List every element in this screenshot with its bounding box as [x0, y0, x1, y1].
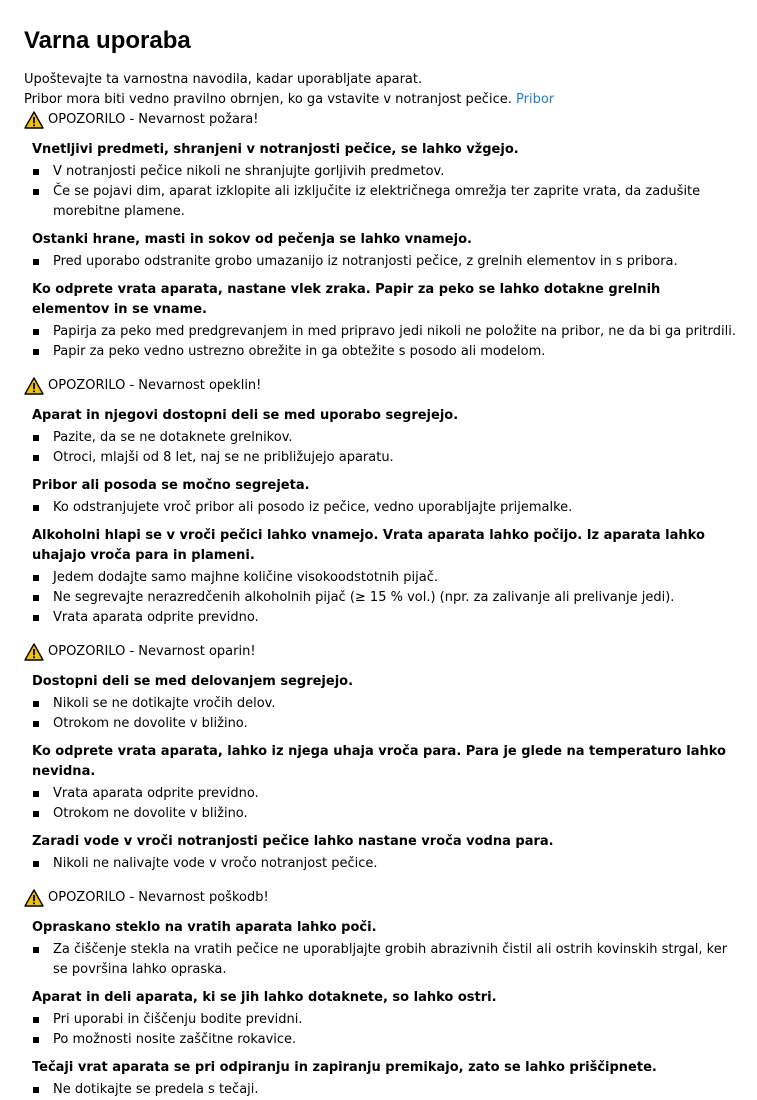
warning-icon	[24, 889, 44, 907]
instruction-list	[32, 1080, 737, 1100]
warning-text: OPOZORILO - Nevarnost poškodb!	[48, 890, 269, 905]
list-item-text: Pazite, da se ne dotaknete grelnikov.	[53, 430, 293, 445]
list-item	[32, 1010, 737, 1030]
warning-heading	[24, 376, 737, 396]
pribor-link[interactable]: Pribor	[516, 92, 555, 107]
instruction-list	[32, 498, 737, 518]
intro	[24, 70, 737, 110]
hazard-heading: Ko odprete vrata aparata, nastane vlek zraka. Papir za peko se lahko dotakne grelnih elementov in se vname.	[32, 282, 661, 317]
list-item-text: Otrokom ne dovolite v bližino.	[53, 716, 248, 731]
list-item-text: Ne dotikajte se predela s tečaji.	[53, 1082, 259, 1097]
warning-text: OPOZORILO - Nevarnost opeklin!	[48, 378, 262, 393]
list-item	[32, 252, 737, 272]
warning-icon	[24, 377, 44, 395]
list-item	[32, 804, 737, 824]
intro-line-1: Upoštevajte ta varnostna navodila, kadar uporabljate aparat.	[24, 72, 423, 87]
list-item-text: Otrokom ne dovolite v bližino.	[53, 806, 248, 821]
square-bullet-icon	[33, 435, 39, 441]
warning-icon	[24, 111, 44, 129]
list-item-text: Ko odstranjujete vroč pribor ali posodo iz pečice, vedno uporabljajte prijemalke.	[53, 500, 573, 515]
warning-icon	[24, 643, 44, 661]
list-item-text: Vrata aparata odprite previdno.	[53, 786, 259, 801]
square-bullet-icon	[33, 1037, 39, 1043]
square-bullet-icon	[33, 721, 39, 727]
list-item	[32, 182, 737, 222]
list-item-text: V notranjosti pečice nikoli ne shranjujte gorljivih predmetov.	[53, 164, 445, 179]
square-bullet-icon	[33, 1087, 39, 1093]
hazard-heading: Zaradi vode v vroči notranjosti pečice lahko nastane vroča vodna para.	[32, 834, 554, 849]
instruction-list	[32, 940, 737, 980]
list-item-text: Ne segrevajte nerazredčenih alkoholnih pijač (≥ 15 % vol.) (npr. za zalivanje ali prelivanje jedi).	[53, 590, 675, 605]
list-item	[32, 784, 737, 804]
warning-heading	[24, 110, 737, 130]
list-item-text: Vrata aparata odprite previdno.	[53, 610, 259, 625]
warning-heading	[24, 888, 737, 908]
square-bullet-icon	[33, 1017, 39, 1023]
list-item-text: Nikoli ne nalivajte vode v vročo notranjost pečice.	[53, 856, 378, 871]
hazard-heading: Ostanki hrane, masti in sokov od pečenja se lahko vnamejo.	[32, 232, 472, 247]
square-bullet-icon	[33, 169, 39, 175]
list-item	[32, 1080, 737, 1100]
list-item-text: Pri uporabi in čiščenju bodite previdni.	[53, 1012, 303, 1027]
square-bullet-icon	[33, 701, 39, 707]
intro-line-2-text: Pribor mora biti vedno pravilno obrnjen, ko ga vstavite v notranjost pečice.	[24, 92, 512, 107]
list-item-text: Nikoli se ne dotikajte vročih delov.	[53, 696, 276, 711]
instruction-list	[32, 694, 737, 734]
instruction-list	[32, 162, 737, 222]
hazard-heading: Opraskano steklo na vratih aparata lahko poči.	[32, 920, 377, 935]
list-item-text: Za čiščenje stekla na vratih pečice ne uporabljajte grobih abrazivnih čistil ali ostrih kovinskih strgal, ker se površina lahko opraska.	[53, 942, 728, 977]
square-bullet-icon	[33, 947, 39, 953]
list-item	[32, 498, 737, 518]
list-item-text: Papir za peko vedno ustrezno obrežite in ga obtežite s posodo ali modelom.	[53, 344, 546, 359]
intro-line-2	[24, 90, 737, 110]
square-bullet-icon	[33, 791, 39, 797]
warning-section	[24, 406, 737, 628]
instruction-list	[32, 784, 737, 824]
list-item-text: Če se pojavi dim, aparat izklopite ali izključite iz električnega omrežja ter zaprite vrata, da zadušite morebitne plamene.	[53, 184, 701, 219]
square-bullet-icon	[33, 595, 39, 601]
square-bullet-icon	[33, 575, 39, 581]
hazard-heading: Pribor ali posoda se močno segrejeta.	[32, 478, 310, 493]
square-bullet-icon	[33, 811, 39, 817]
warning-heading	[24, 642, 737, 662]
list-item-text: Papirja za peko med predgrevanjem in med pripravo jedi nikoli ne položite na pribor, ne da bi ga pritrdili.	[53, 324, 736, 339]
instruction-list	[32, 252, 737, 272]
list-item	[32, 1030, 737, 1050]
sections	[24, 110, 737, 1100]
warning-section	[24, 918, 737, 1100]
hazard-heading: Ko odprete vrata aparata, lahko iz njega uhaja vroča para. Para je glede na temperaturo lahko nevidna.	[32, 744, 726, 779]
hazard-heading: Alkoholni hlapi se v vroči pečici lahko vnamejo. Vrata aparata lahko počijo. Iz aparata lahko uhajajo vroča para in plameni.	[32, 528, 705, 563]
instruction-list	[32, 428, 737, 468]
list-item	[32, 854, 737, 874]
square-bullet-icon	[33, 615, 39, 621]
list-item	[32, 608, 737, 628]
square-bullet-icon	[33, 189, 39, 195]
list-item-text: Po možnosti nosite zaščitne rokavice.	[53, 1032, 297, 1047]
square-bullet-icon	[33, 455, 39, 461]
list-item	[32, 568, 737, 588]
hazard-heading: Vnetljivi predmeti, shranjeni v notranjosti pečice, se lahko vžgejo.	[32, 142, 519, 157]
square-bullet-icon	[33, 349, 39, 355]
warning-text: OPOZORILO - Nevarnost požara!	[48, 112, 259, 127]
list-item	[32, 694, 737, 714]
list-item	[32, 588, 737, 608]
list-item-text: Otroci, mlajši od 8 let, naj se ne približujejo aparatu.	[53, 450, 394, 465]
list-item-text: Pred uporabo odstranite grobo umazanijo iz notranjosti pečice, z grelnih elementov in s pribora.	[53, 254, 678, 269]
hazard-heading: Dostopni deli se med delovanjem segrejejo.	[32, 674, 354, 689]
instruction-list	[32, 322, 737, 362]
instruction-list	[32, 568, 737, 628]
list-item	[32, 342, 737, 362]
warning-text: OPOZORILO - Nevarnost oparin!	[48, 644, 256, 659]
instruction-list	[32, 854, 737, 874]
square-bullet-icon	[33, 505, 39, 511]
instruction-list	[32, 1010, 737, 1050]
page-title: Varna uporaba	[24, 27, 191, 54]
hazard-heading: Tečaji vrat aparata se pri odpiranju in zapiranju premikajo, zato se lahko priščipnete.	[32, 1060, 657, 1075]
warning-section	[24, 672, 737, 874]
square-bullet-icon	[33, 329, 39, 335]
square-bullet-icon	[33, 259, 39, 265]
list-item	[32, 162, 737, 182]
list-item	[32, 448, 737, 468]
list-item	[32, 428, 737, 448]
square-bullet-icon	[33, 861, 39, 867]
warning-section	[24, 140, 737, 362]
hazard-heading: Aparat in njegovi dostopni deli se med uporabo segrejejo.	[32, 408, 459, 423]
hazard-heading: Aparat in deli aparata, ki se jih lahko dotaknete, so lahko ostri.	[32, 990, 497, 1005]
list-item-text: Jedem dodajte samo majhne količine visokoodstotnih pijač.	[53, 570, 438, 585]
list-item	[32, 322, 737, 342]
list-item	[32, 940, 737, 980]
list-item	[32, 714, 737, 734]
